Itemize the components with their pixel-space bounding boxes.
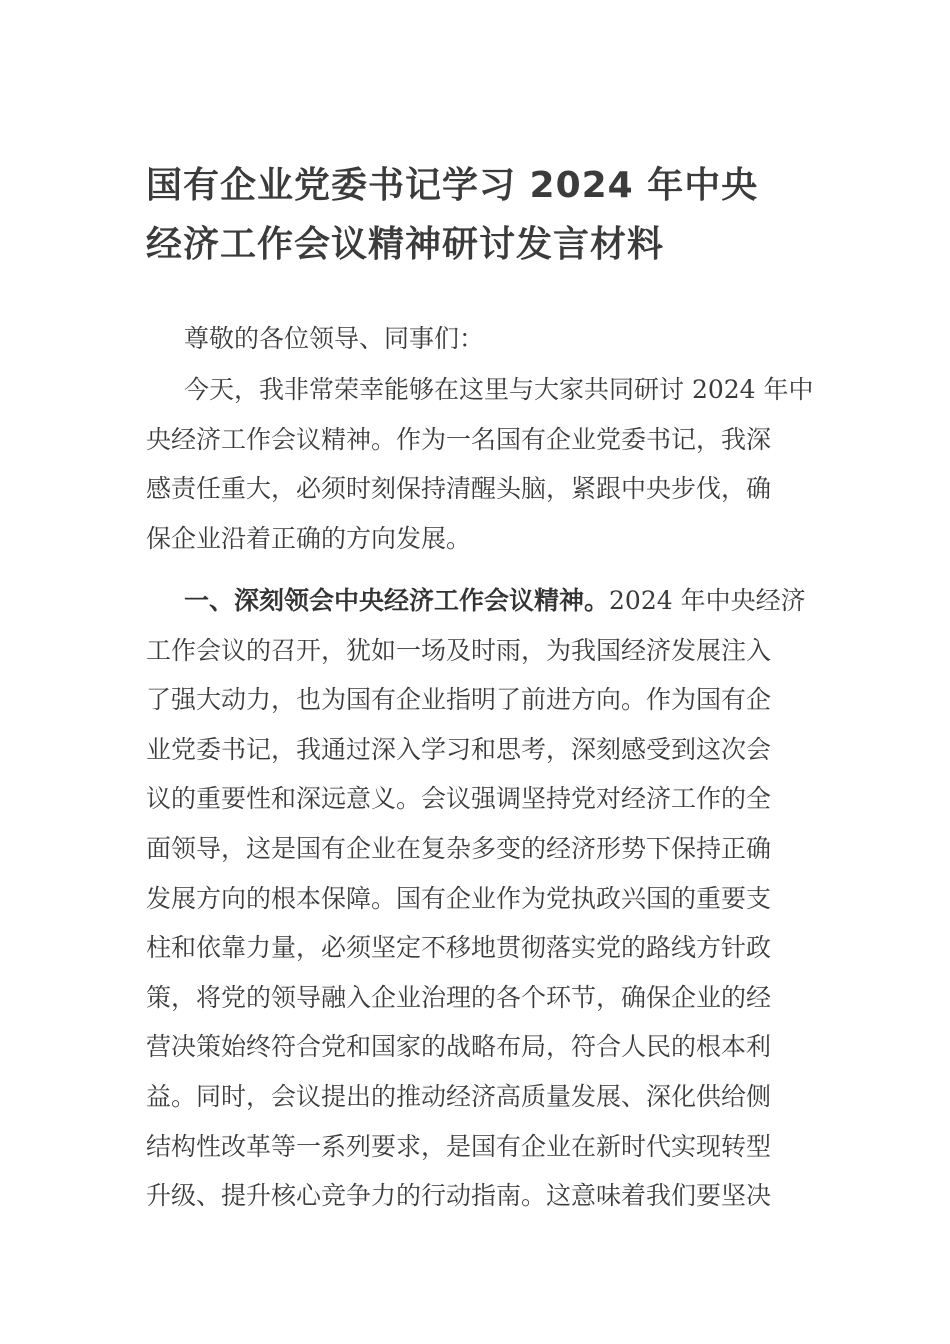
intro-paragraph xyxy=(146,365,816,563)
intro-line: 央经济工作会议精神。作为一名国有企业党委书记，我深 xyxy=(146,424,772,454)
intro-line: 今天，我非常荣幸能够在这里与大家共同研讨 2024 年中 xyxy=(184,375,814,404)
section-1-line: 发展方向的根本保障。国有企业作为党执政兴国的重要支 xyxy=(146,883,772,913)
title-line-1: 国有企业党委书记学习 2024 年中央 xyxy=(146,165,759,206)
document-title xyxy=(146,156,816,274)
section-1-line: 结构性改革等一系列要求，是国有企业在新时代实现转型 xyxy=(146,1131,772,1161)
section-1-first-line xyxy=(146,576,816,626)
section-1-heading: 一、深刻领会中央经济工作会议精神。 xyxy=(184,586,610,615)
section-1-paragraph xyxy=(146,576,816,1221)
salutation-paragraph xyxy=(146,314,816,364)
section-1-line: 益。同时，会议提出的推动经济高质量发展、深化供给侧 xyxy=(146,1081,772,1111)
section-1-line: 柱和依靠力量，必须坚定不移地贯彻落实党的路线方针政 xyxy=(146,933,772,963)
section-1-line: 业党委书记，我通过深入学习和思考，深刻感受到这次会 xyxy=(146,734,772,764)
section-1-line: 面领导，这是国有企业在复杂多变的经济形势下保持正确 xyxy=(146,833,772,863)
section-1-line: 了强大动力，也为国有企业指明了前进方向。作为国有企 xyxy=(146,685,772,715)
section-1-first-line-rest: 2024 年中央经济 xyxy=(609,586,806,615)
intro-line: 感责任重大，必须时刻保持清醒头脑，紧跟中央步伐，确 xyxy=(146,474,772,504)
section-1-line: 营决策始终符合党和国家的战略布局，符合人民的根本利 xyxy=(146,1032,772,1062)
section-1-line: 工作会议的召开，犹如一场及时雨，为我国经济发展注入 xyxy=(146,635,772,665)
salutation: 尊敬的各位领导、同事们： xyxy=(184,324,485,353)
section-1-line: 升级、提升核心竞争力的行动指南。这意味着我们要坚决 xyxy=(146,1181,772,1211)
section-1-line: 策，将党的领导融入企业治理的各个环节，确保企业的经 xyxy=(146,982,772,1012)
section-1-line: 议的重要性和深远意义。会议强调坚持党对经济工作的全 xyxy=(146,784,772,814)
intro-line: 保企业沿着正确的方向发展。 xyxy=(146,523,472,553)
title-line-2: 经济工作会议精神研讨发言材料 xyxy=(146,224,665,265)
